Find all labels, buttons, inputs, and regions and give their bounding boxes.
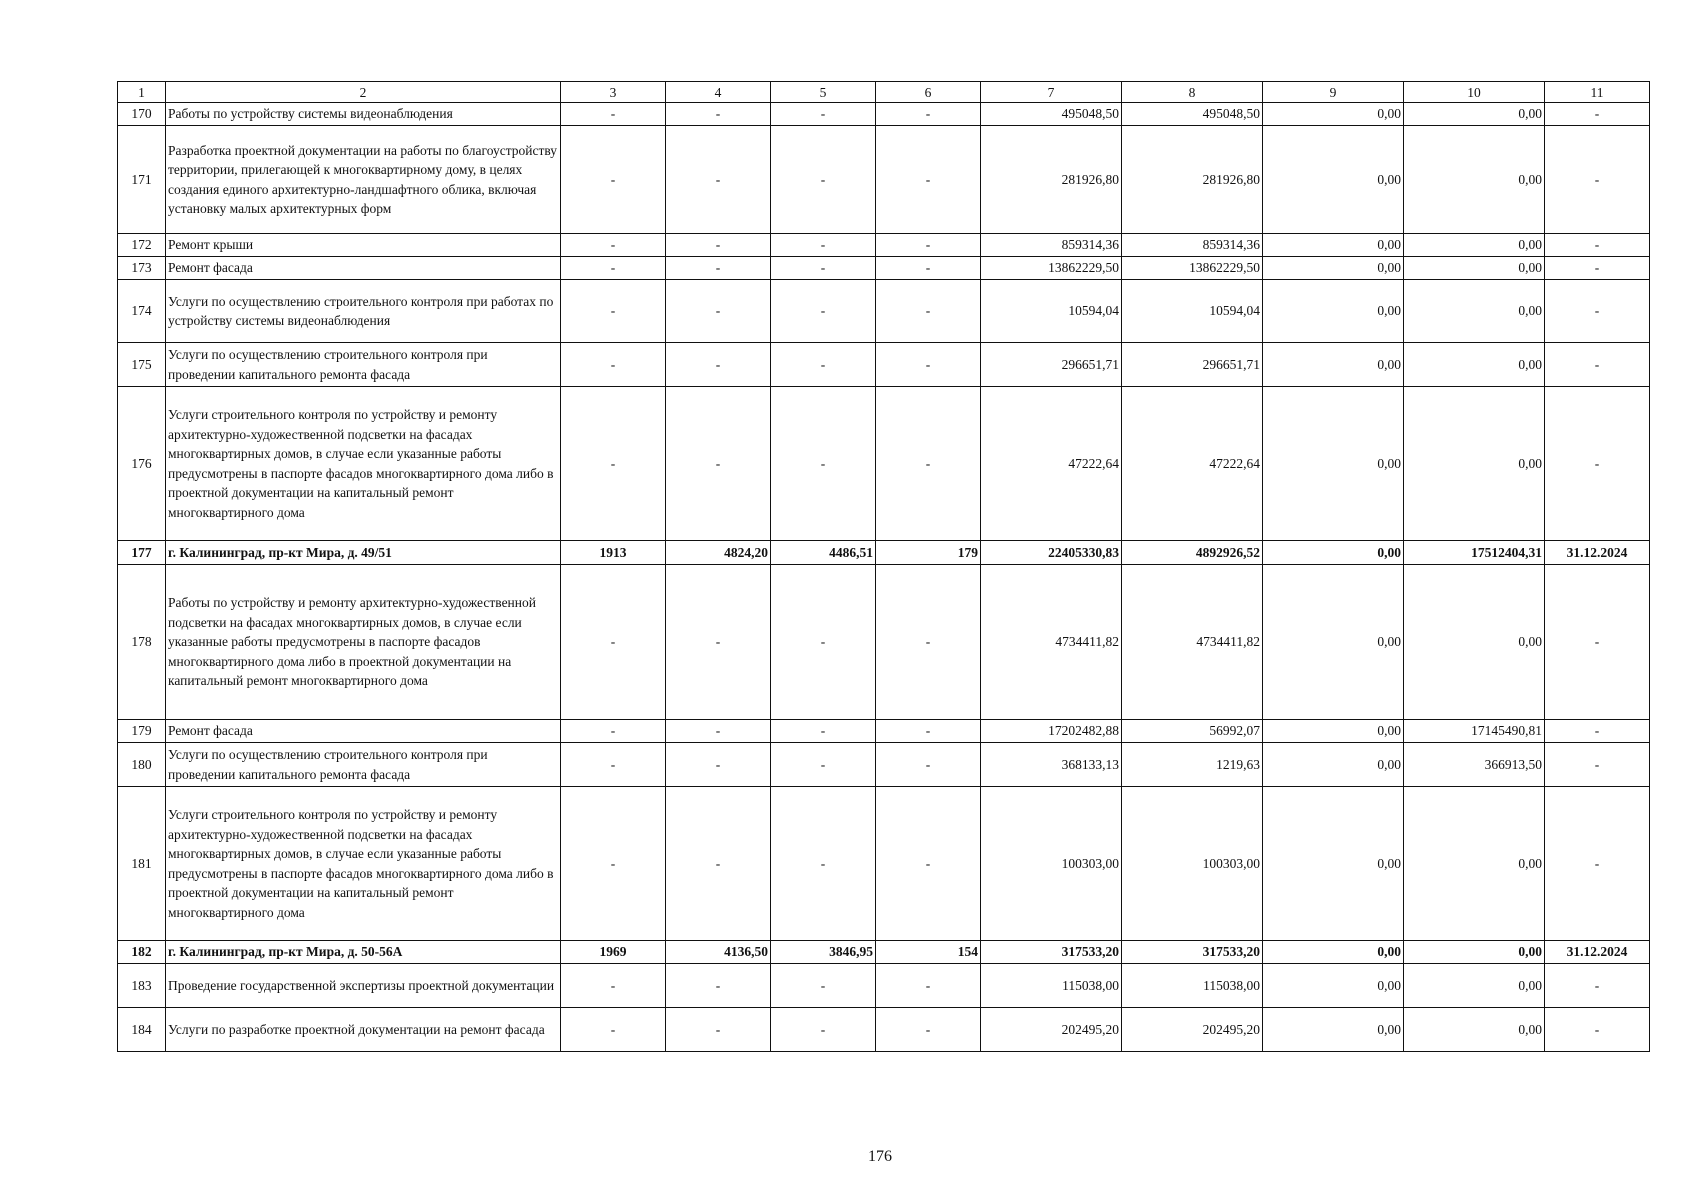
cell-col6: - — [876, 280, 981, 343]
cell-col10: 0,00 — [1404, 787, 1545, 941]
cell-col8: 317533,20 — [1122, 941, 1263, 964]
table-row — [118, 964, 1650, 1008]
cell-col5: - — [771, 565, 876, 720]
cell-col11: 31.12.2024 — [1545, 541, 1650, 565]
cell-col4: - — [666, 387, 771, 541]
cell-col4: - — [666, 565, 771, 720]
cell-col5: - — [771, 720, 876, 743]
row-address: г. Калининград, пр-кт Мира, д. 49/51 — [166, 541, 561, 565]
cell-col3: - — [561, 1008, 666, 1052]
cell-col5: - — [771, 343, 876, 387]
table-row — [118, 787, 1650, 941]
row-description: Работы по устройству и ремонту архитектурно-художественной подсветки на фасадах многоквартирных домов, в случае если указанные работы предусмотрены в паспорте фасадов многоквартирного дома либо в проектной документации на капитальный ремонт многоквартирного дома — [166, 565, 561, 720]
row-description: Работы по устройству системы видеонаблюдения — [166, 103, 561, 126]
cell-col10: 0,00 — [1404, 1008, 1545, 1052]
row-description: Ремонт фасада — [166, 257, 561, 280]
cell-col9: 0,00 — [1263, 565, 1404, 720]
cell-col3: - — [561, 343, 666, 387]
cell-col8: 56992,07 — [1122, 720, 1263, 743]
row-description: Ремонт крыши — [166, 234, 561, 257]
cell-col10: 0,00 — [1404, 941, 1545, 964]
cell-col9: 0,00 — [1263, 280, 1404, 343]
column-header: 11 — [1545, 82, 1650, 103]
cell-col4: - — [666, 126, 771, 234]
cell-col5: - — [771, 280, 876, 343]
cell-col6: - — [876, 565, 981, 720]
row-number: 170 — [118, 103, 166, 126]
row-number: 183 — [118, 964, 166, 1008]
table-row — [118, 257, 1650, 280]
cell-col10: 0,00 — [1404, 387, 1545, 541]
cell-col3: - — [561, 234, 666, 257]
page-number: 176 — [868, 1148, 892, 1165]
row-description: Разработка проектной документации на работы по благоустройству территории, прилегающей к многоквартирному дому, в целях создания единого архитектурно-ландшафтного облика, включая установку малых архитектурных форм — [166, 126, 561, 234]
cell-col8: 115038,00 — [1122, 964, 1263, 1008]
cell-col10: 0,00 — [1404, 280, 1545, 343]
cell-col4: - — [666, 787, 771, 941]
cell-col6: 154 — [876, 941, 981, 964]
cell-col6: - — [876, 720, 981, 743]
cell-col7: 10594,04 — [981, 280, 1122, 343]
column-header: 4 — [666, 82, 771, 103]
cell-col7: 22405330,83 — [981, 541, 1122, 565]
cell-col10: 0,00 — [1404, 343, 1545, 387]
column-header: 7 — [981, 82, 1122, 103]
cell-col3: 1969 — [561, 941, 666, 964]
table-row — [118, 565, 1650, 720]
column-header: 1 — [118, 82, 166, 103]
row-description: Услуги по осуществлению строительного контроля при работах по устройству системы видеонаблюдения — [166, 280, 561, 343]
cell-col6: - — [876, 787, 981, 941]
cell-col4: 4824,20 — [666, 541, 771, 565]
cell-col11: - — [1545, 787, 1650, 941]
cell-col8: 47222,64 — [1122, 387, 1263, 541]
cell-col6: - — [876, 234, 981, 257]
cell-col3: - — [561, 787, 666, 941]
cell-col9: 0,00 — [1263, 257, 1404, 280]
row-number: 178 — [118, 565, 166, 720]
cell-col5: - — [771, 1008, 876, 1052]
cell-col11: - — [1545, 565, 1650, 720]
cell-col7: 115038,00 — [981, 964, 1122, 1008]
cell-col8: 281926,80 — [1122, 126, 1263, 234]
cell-col6: 179 — [876, 541, 981, 565]
row-number: 184 — [118, 1008, 166, 1052]
table-row — [118, 720, 1650, 743]
cell-col9: 0,00 — [1263, 743, 1404, 787]
cell-col10: 0,00 — [1404, 103, 1545, 126]
cell-col3: - — [561, 103, 666, 126]
cell-col11: - — [1545, 280, 1650, 343]
table-row — [118, 343, 1650, 387]
column-header: 9 — [1263, 82, 1404, 103]
column-header: 6 — [876, 82, 981, 103]
cell-col5: - — [771, 103, 876, 126]
cell-col11: 31.12.2024 — [1545, 941, 1650, 964]
table-row — [118, 280, 1650, 343]
cell-col3: - — [561, 964, 666, 1008]
cell-col9: 0,00 — [1263, 234, 1404, 257]
cell-col10: 0,00 — [1404, 964, 1545, 1008]
cell-col10: 0,00 — [1404, 234, 1545, 257]
cell-col11: - — [1545, 103, 1650, 126]
column-number-row — [118, 82, 1650, 103]
cell-col9: 0,00 — [1263, 941, 1404, 964]
cell-col10: 0,00 — [1404, 257, 1545, 280]
cell-col6: - — [876, 387, 981, 541]
column-header: 5 — [771, 82, 876, 103]
cell-col10: 17512404,31 — [1404, 541, 1545, 565]
cell-col6: - — [876, 257, 981, 280]
cell-col5: - — [771, 743, 876, 787]
cell-col8: 859314,36 — [1122, 234, 1263, 257]
cell-col7: 13862229,50 — [981, 257, 1122, 280]
cell-col7: 17202482,88 — [981, 720, 1122, 743]
cell-col3: - — [561, 280, 666, 343]
cell-col7: 281926,80 — [981, 126, 1122, 234]
row-description: Услуги по осуществлению строительного контроля при проведении капитального ремонта фасада — [166, 343, 561, 387]
row-number: 173 — [118, 257, 166, 280]
cell-col8: 296651,71 — [1122, 343, 1263, 387]
cell-col9: 0,00 — [1263, 126, 1404, 234]
row-description: Ремонт фасада — [166, 720, 561, 743]
cell-col4: - — [666, 103, 771, 126]
cell-col11: - — [1545, 257, 1650, 280]
row-description: Проведение государственной экспертизы проектной документации — [166, 964, 561, 1008]
column-header: 10 — [1404, 82, 1545, 103]
cell-col7: 296651,71 — [981, 343, 1122, 387]
cell-col11: - — [1545, 126, 1650, 234]
cell-col9: 0,00 — [1263, 1008, 1404, 1052]
cell-col3: - — [561, 257, 666, 280]
cell-col4: - — [666, 257, 771, 280]
cell-col6: - — [876, 1008, 981, 1052]
cell-col11: - — [1545, 234, 1650, 257]
table-row — [118, 1008, 1650, 1052]
cell-col10: 0,00 — [1404, 126, 1545, 234]
row-description: Услуги по осуществлению строительного контроля при проведении капитального ремонта фасада — [166, 743, 561, 787]
cell-col9: 0,00 — [1263, 964, 1404, 1008]
row-description: Услуги строительного контроля по устройству и ремонту архитектурно-художественной подсветки на фасадах многоквартирных домов, в случае если указанные работы предусмотрены в паспорте фасадов многоквартирного дома либо в проектной документации на капитальный ремонт многоквартирного дома — [166, 787, 561, 941]
row-number: 182 — [118, 941, 166, 964]
cell-col8: 4734411,82 — [1122, 565, 1263, 720]
row-number: 181 — [118, 787, 166, 941]
cell-col4: - — [666, 1008, 771, 1052]
cell-col5: - — [771, 257, 876, 280]
row-number: 171 — [118, 126, 166, 234]
cell-col9: 0,00 — [1263, 343, 1404, 387]
table-row — [118, 743, 1650, 787]
cell-col5: - — [771, 964, 876, 1008]
cell-col5: 3846,95 — [771, 941, 876, 964]
address-row — [118, 541, 1650, 565]
cell-col5: - — [771, 787, 876, 941]
cell-col5: - — [771, 126, 876, 234]
cell-col4: - — [666, 343, 771, 387]
cell-col4: - — [666, 280, 771, 343]
cell-col7: 202495,20 — [981, 1008, 1122, 1052]
cell-col9: 0,00 — [1263, 103, 1404, 126]
cell-col5: 4486,51 — [771, 541, 876, 565]
cell-col7: 100303,00 — [981, 787, 1122, 941]
cell-col5: - — [771, 387, 876, 541]
row-number: 175 — [118, 343, 166, 387]
cell-col11: - — [1545, 1008, 1650, 1052]
cell-col11: - — [1545, 720, 1650, 743]
cell-col8: 13862229,50 — [1122, 257, 1263, 280]
cell-col4: - — [666, 743, 771, 787]
cell-col10: 0,00 — [1404, 565, 1545, 720]
cell-col7: 495048,50 — [981, 103, 1122, 126]
cell-col8: 10594,04 — [1122, 280, 1263, 343]
cell-col9: 0,00 — [1263, 787, 1404, 941]
address-row — [118, 941, 1650, 964]
row-number: 177 — [118, 541, 166, 565]
row-number: 176 — [118, 387, 166, 541]
column-header: 3 — [561, 82, 666, 103]
table-row — [118, 387, 1650, 541]
cell-col3: - — [561, 387, 666, 541]
cell-col6: - — [876, 343, 981, 387]
cell-col4: 4136,50 — [666, 941, 771, 964]
cell-col3: - — [561, 126, 666, 234]
cell-col11: - — [1545, 743, 1650, 787]
cell-col8: 4892926,52 — [1122, 541, 1263, 565]
cell-col6: - — [876, 103, 981, 126]
cell-col10: 366913,50 — [1404, 743, 1545, 787]
cell-col9: 0,00 — [1263, 720, 1404, 743]
cell-col4: - — [666, 720, 771, 743]
column-header: 8 — [1122, 82, 1263, 103]
cell-col4: - — [666, 964, 771, 1008]
cell-col7: 4734411,82 — [981, 565, 1122, 720]
cell-col3: - — [561, 743, 666, 787]
cell-col7: 368133,13 — [981, 743, 1122, 787]
row-number: 180 — [118, 743, 166, 787]
cell-col8: 495048,50 — [1122, 103, 1263, 126]
works-table — [117, 81, 1650, 1052]
cell-col6: - — [876, 964, 981, 1008]
table-row — [118, 103, 1650, 126]
cell-col8: 202495,20 — [1122, 1008, 1263, 1052]
row-number: 179 — [118, 720, 166, 743]
row-address: г. Калининград, пр-кт Мира, д. 50-56А — [166, 941, 561, 964]
cell-col7: 317533,20 — [981, 941, 1122, 964]
cell-col11: - — [1545, 343, 1650, 387]
cell-col7: 47222,64 — [981, 387, 1122, 541]
cell-col6: - — [876, 126, 981, 234]
cell-col6: - — [876, 743, 981, 787]
cell-col8: 1219,63 — [1122, 743, 1263, 787]
cell-col9: 0,00 — [1263, 541, 1404, 565]
cell-col3: - — [561, 565, 666, 720]
row-description: Услуги по разработке проектной документации на ремонт фасада — [166, 1008, 561, 1052]
row-description: Услуги строительного контроля по устройству и ремонту архитектурно-художественной подсветки на фасадах многоквартирных домов, в случае если указанные работы предусмотрены в паспорте фасадов многоквартирного дома либо в проектной документации на капитальный ремонт многоквартирного дома — [166, 387, 561, 541]
cell-col5: - — [771, 234, 876, 257]
cell-col11: - — [1545, 964, 1650, 1008]
table-row — [118, 234, 1650, 257]
cell-col11: - — [1545, 387, 1650, 541]
column-header: 2 — [166, 82, 561, 103]
cell-col3: 1913 — [561, 541, 666, 565]
table-row — [118, 126, 1650, 234]
row-number: 174 — [118, 280, 166, 343]
cell-col10: 17145490,81 — [1404, 720, 1545, 743]
cell-col9: 0,00 — [1263, 387, 1404, 541]
cell-col7: 859314,36 — [981, 234, 1122, 257]
cell-col3: - — [561, 720, 666, 743]
row-number: 172 — [118, 234, 166, 257]
cell-col4: - — [666, 234, 771, 257]
cell-col8: 100303,00 — [1122, 787, 1263, 941]
